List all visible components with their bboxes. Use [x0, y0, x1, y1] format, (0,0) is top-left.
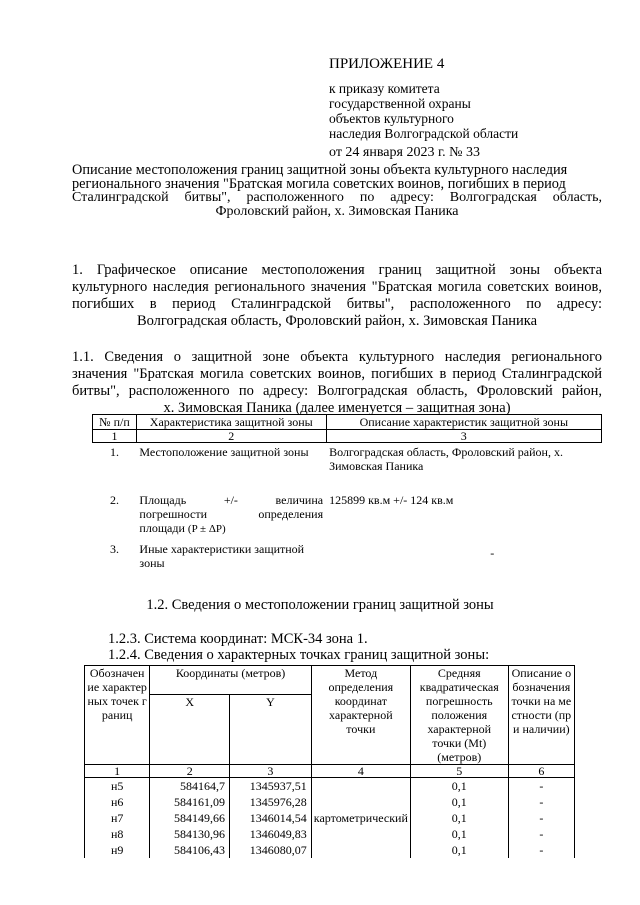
boundary-points-table	[84, 665, 575, 858]
row-number: 2.	[109, 493, 119, 507]
point-id: н8	[85, 826, 150, 842]
order-date: от 24 января 2023 г. № 33	[329, 145, 480, 160]
section-boundary-info: 1.2. Сведения о местоположении границ защитной зоны	[146, 597, 494, 613]
title-line: Описание местоположения границ защитной зоны объекта культурного наследия	[72, 162, 568, 178]
appendix-title: ПРИЛОЖЕНИЕ 4	[329, 56, 445, 72]
title-line: Сталинградской битвы", расположенного по адресу: Волгоградская область,	[72, 190, 602, 205]
header-y: Y	[230, 695, 312, 765]
paragraph-line: культурного наследия регионального значения "Братская могила советских воинов,	[72, 279, 602, 295]
coordinate-system: 1.2.3. Система координат: МСК-34 зона 1.	[108, 631, 368, 647]
column-number: 4	[311, 765, 410, 778]
paragraph-line: битвы", расположенного по адресу: Волгоградская область, Фроловский район,	[72, 383, 602, 399]
paragraph-line: 1.1. Сведения о защитной зоне объекта культурного наследия регионального	[72, 349, 602, 365]
order-line: к приказу комитета	[329, 81, 440, 96]
paragraph-line: Волгоградская область, Фроловский район, х. Зимовская Паника	[136, 313, 538, 329]
coord-y: 1346080,07	[230, 842, 312, 858]
row-number: 3.	[109, 542, 119, 556]
order-line: государственной охраны	[329, 96, 471, 111]
characteristic-text: Площадь +/- величина погрешности определения площади	[139, 493, 324, 535]
row-characteristic: Иные характеристики защитной зоны	[139, 542, 305, 570]
header-method: Метод определения координат характерной точки	[311, 666, 410, 765]
table-row	[85, 778, 575, 795]
section-zone-info	[72, 349, 602, 417]
point-description: -	[508, 778, 574, 795]
row-characteristic	[136, 473, 326, 536]
coord-x: 584149,66	[150, 810, 230, 826]
row-characteristic: Местоположение защитной зоны	[139, 445, 309, 459]
area-formula: (P ± ΔP)	[187, 523, 226, 535]
header-coords: Координаты (метров)	[150, 666, 311, 695]
coord-x: 584164,7	[150, 778, 230, 795]
coord-y: 1345976,28	[230, 794, 312, 810]
method-cell: картометрический	[311, 778, 410, 859]
table-row	[93, 473, 602, 536]
point-description: -	[508, 842, 574, 858]
point-error: 0,1	[410, 794, 508, 810]
column-number: 2	[150, 765, 230, 778]
point-error: 0,1	[410, 842, 508, 858]
coord-y: 1346049,83	[230, 826, 312, 842]
header-cell: Описание характеристик защитной зоны	[326, 415, 601, 430]
row-description: Волгоградская область, Фроловский район, х. Зимовская Паника	[329, 445, 563, 473]
header-cell: Характеристика защитной зоны	[136, 415, 326, 430]
title-line: регионального значения "Братская могила советских воинов, погибших в период	[72, 176, 566, 192]
coord-x: 584161,09	[150, 794, 230, 810]
header-x: X	[150, 695, 230, 765]
order-line: объектов культурного	[329, 111, 454, 126]
table-row	[93, 536, 602, 570]
header-description: Описание обозначения точки на местности (при наличии)	[508, 666, 574, 765]
point-error: 0,1	[410, 826, 508, 842]
coord-y: 1345937,51	[230, 778, 312, 795]
point-id: н6	[85, 794, 150, 810]
table-row	[93, 443, 602, 474]
column-number: 3	[230, 765, 312, 778]
column-number: 1	[85, 765, 150, 778]
header-point: Обозначение характерных точек границ	[85, 666, 150, 765]
paragraph-line: 1. Графическое описание местоположения границ защитной зоны объекта	[72, 262, 602, 278]
section-graphic-description	[72, 262, 602, 330]
coord-y: 1346014,54	[230, 810, 312, 826]
paragraph-line: значения "Братская могила советских воинов, погибших в период Сталинградской	[72, 366, 602, 382]
column-number: 5	[410, 765, 508, 778]
coord-x: 584130,96	[150, 826, 230, 842]
points-heading: 1.2.4. Сведения о характерных точках границ защитной зоны:	[108, 647, 490, 663]
row-description: 125899 кв.м +/- 124 кв.м	[329, 493, 454, 507]
order-reference	[329, 81, 518, 141]
point-description: -	[508, 794, 574, 810]
header-cell: № п/п	[93, 415, 137, 430]
column-number: 1	[93, 430, 137, 443]
column-number: 6	[508, 765, 574, 778]
point-error: 0,1	[410, 810, 508, 826]
column-number: 2	[136, 430, 326, 443]
point-id: н7	[85, 810, 150, 826]
paragraph-line: погибших в период Сталинградской битвы", расположенного по адресу:	[72, 296, 602, 312]
row-description: -	[490, 546, 495, 560]
point-id: н9	[85, 842, 150, 858]
point-description: -	[508, 810, 574, 826]
order-line: наследия Волгоградской области	[329, 126, 519, 141]
zone-characteristics-table	[92, 414, 602, 570]
title-line: Фроловский район, х. Зимовская Паника	[215, 204, 459, 219]
document-title	[72, 163, 602, 219]
row-number: 1.	[109, 445, 119, 459]
point-description: -	[508, 826, 574, 842]
paragraph-line: х. Зимовская Паника (далее именуется – защитная зона)	[163, 400, 511, 416]
point-error: 0,1	[410, 778, 508, 795]
coord-x: 584106,43	[150, 842, 230, 858]
column-number: 3	[326, 430, 601, 443]
header-error: Средняя квадратическая погрешность положения характерной точки (Mt) (метров)	[410, 666, 508, 765]
point-id: н5	[85, 778, 150, 795]
